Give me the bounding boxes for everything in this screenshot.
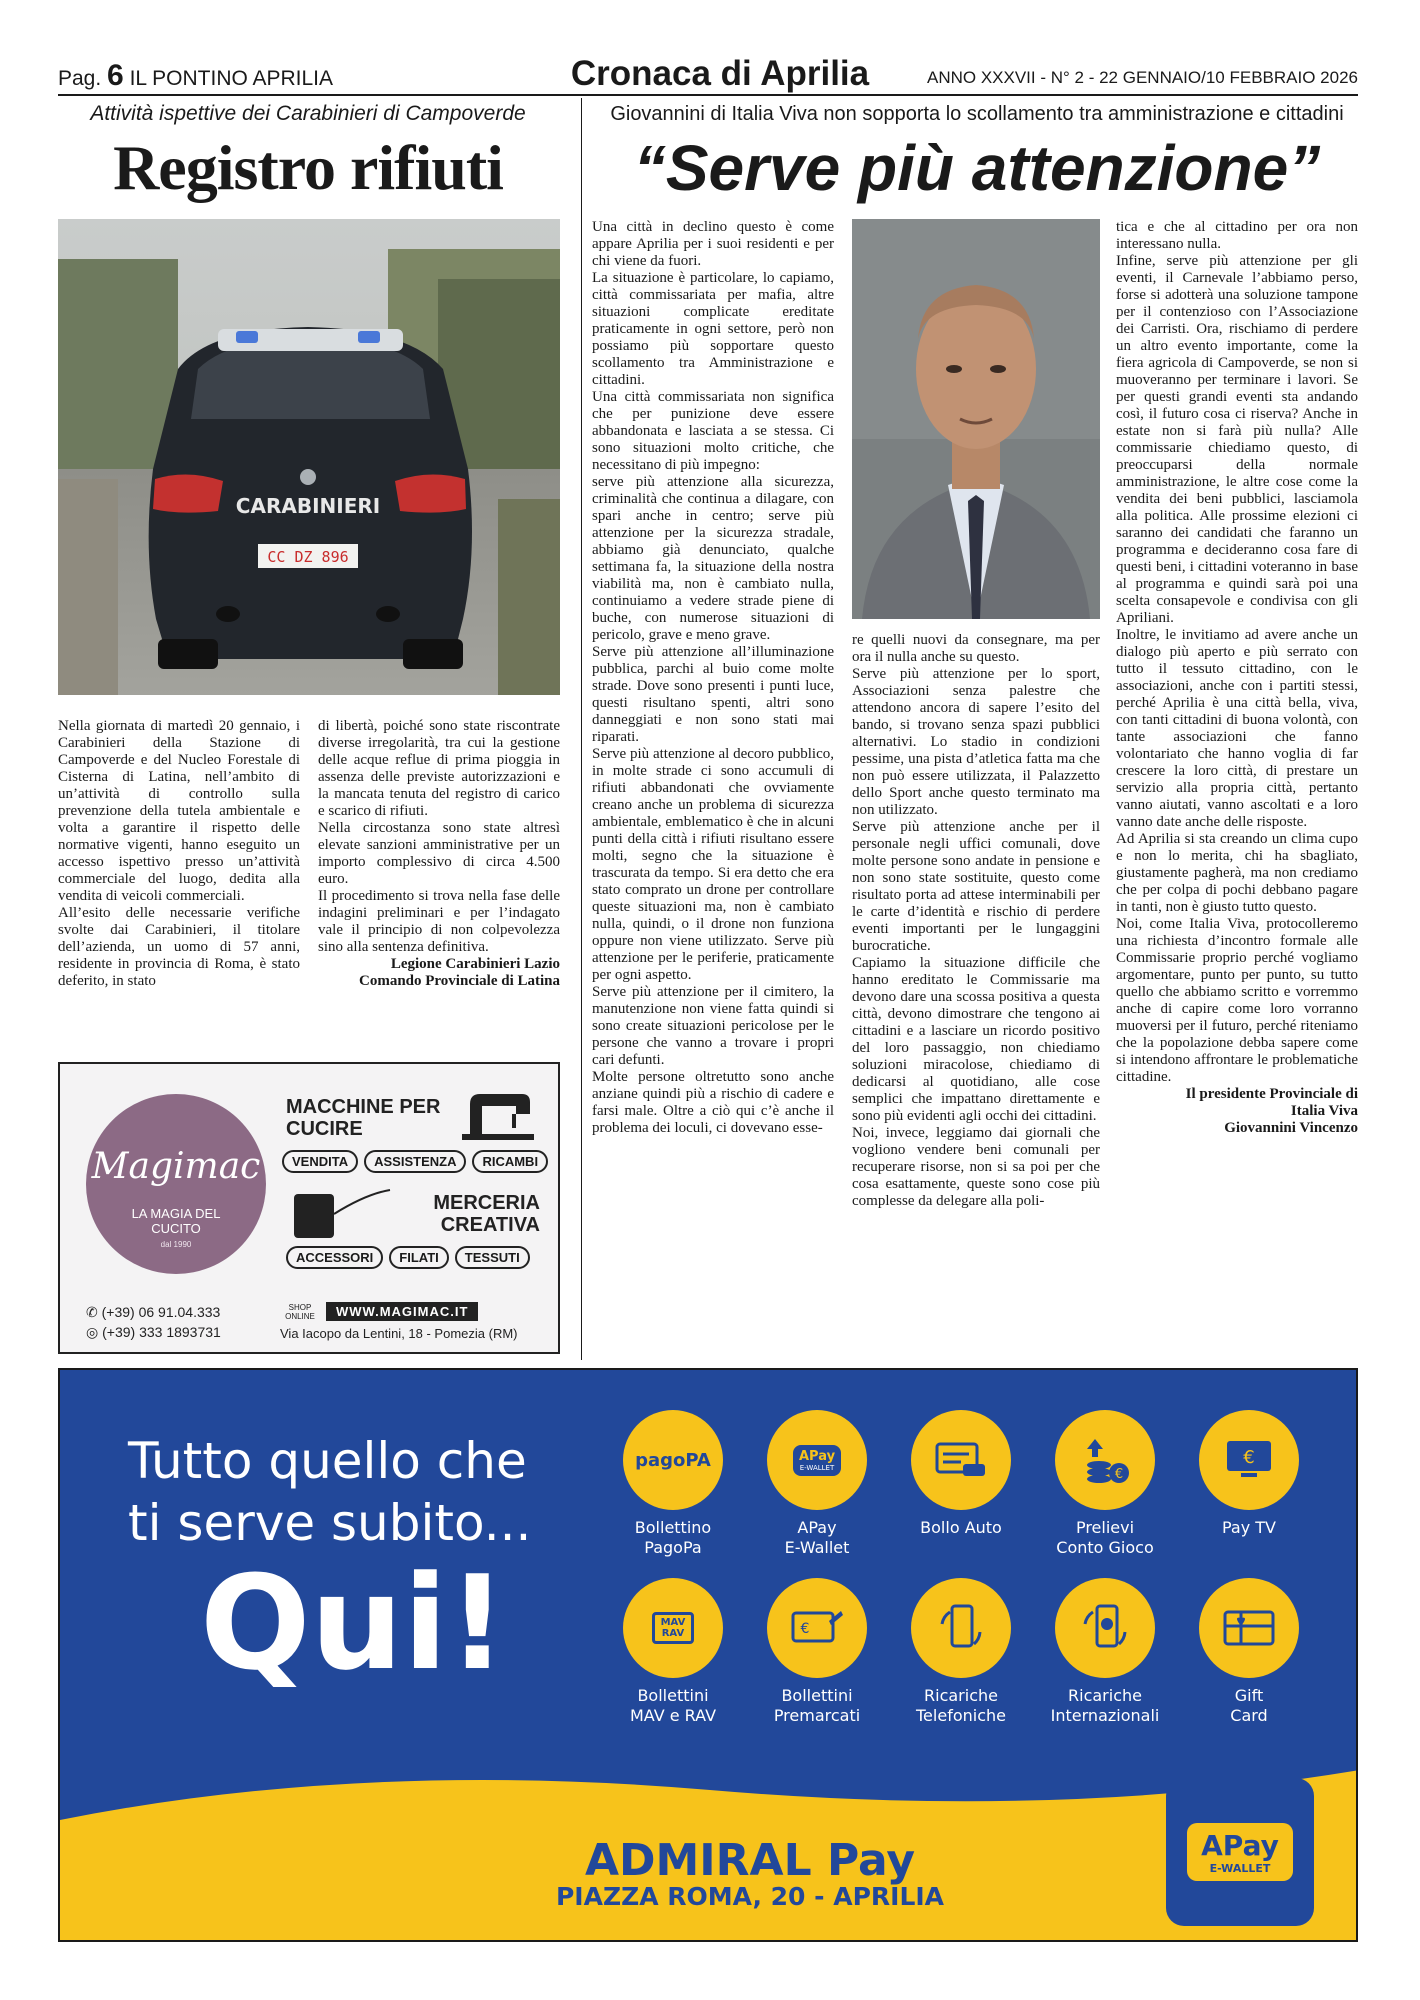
- pagopa-icon-text: pagoPA: [635, 1449, 711, 1471]
- admiral-qui: Qui!: [200, 1547, 507, 1699]
- pill-ricambi: RICAMBI: [472, 1150, 548, 1173]
- phone-icon: ✆: [86, 1304, 102, 1320]
- right-article-column-1: [592, 219, 834, 1359]
- service-bollettino-pagopa[interactable]: [600, 1410, 746, 1558]
- left-article-signature-line-1: Legione Carabinieri Lazio: [390, 956, 560, 972]
- apay-icon-text: APay: [798, 1448, 836, 1464]
- service-label: Bollo Auto: [920, 1518, 1002, 1537]
- magimac-services-row-2: [286, 1246, 530, 1269]
- right-article-signature-line-1: Il presidente Provinciale di: [1185, 1086, 1358, 1102]
- service-label: Bollettini MAV e RAV: [629, 1686, 717, 1725]
- car-tax-icon: [911, 1410, 1011, 1510]
- paragraph: Il procedimento si trova nella fase delle indagini preliminari e per l’indagato vale il principio di non colpevolezza sino alla sentenza definitiva.: [318, 888, 560, 955]
- magimac-brand: Magimac: [91, 1146, 261, 1187]
- magimac-website-bar: [280, 1302, 478, 1321]
- mav-icon-text: MAV: [660, 1617, 686, 1628]
- paragraph: La situazione è particolare, lo capiamo, città commissariata per mafia, altre situazioni complicate ereditate praticamente in ogni settore, però non possiamo più sopportare questo scollamento tra Amministrazione e cittadini.: [592, 270, 834, 388]
- paragraph: Serve più attenzione anche per il personale negli uffici comunali, dove molte persone sono andate in pensione e non sono state sostituite, questo come risultato porta ad attese interminabili per le carte d’identità e rischio di perdere eventi importanti per le lungaggini burocratiche.: [852, 819, 1100, 954]
- paragraph: Nella giornata di martedì 20 gennaio, i Carabinieri della Stazione di Campoverde e del Nucleo Forestale di Cisterna di Latina, nell’ambito di un’attività di controllo sulla prevenzione della tutela ambientale e volta a garantire il rispetto delle normative vigenti, hanno eseguito un accesso ispettivo presso un’attività commerciale del luogo, dedita alla vendita di veicoli commerciali.: [58, 718, 300, 904]
- magimac-heading-sewing-machines: MACCHINE PER CUCIRE: [286, 1096, 441, 1140]
- whatsapp-icon: ◎: [86, 1324, 103, 1340]
- apay-ewallet-badge: [1166, 1778, 1314, 1926]
- pill-filati: FILATI: [389, 1246, 448, 1269]
- service-label: Pay TV: [1221, 1518, 1276, 1537]
- page-header-left: [58, 60, 478, 95]
- magimac-since: dal 1990: [160, 1240, 192, 1249]
- sewing-machine-icon: [456, 1084, 540, 1144]
- service-label: Bollettino PagoPa: [634, 1518, 712, 1557]
- ewallet-icon-text: E-WALLET: [799, 1463, 835, 1472]
- service-ricariche-telefoniche[interactable]: [888, 1578, 1034, 1726]
- column-divider: [581, 98, 582, 1360]
- service-label: Ricariche Telefoniche: [916, 1686, 1006, 1725]
- right-article-title: “Serve più attenzione”: [633, 132, 1321, 204]
- paragraph: Molte persone oltretutto sono anche anziane quindi più a rischio di cadere e farsi male. Oltre a ciò qui c’è anche il problema dei loculi, ci dovevano esse-: [592, 1069, 834, 1136]
- pill-assistenza: ASSISTENZA: [364, 1150, 466, 1173]
- paragraph: Ad Aprilia si sta creando un clima cupo e non lo merita, chi ha sbagliato, giustamente pagherà, ma non crediamo che per colpa di pochi debbano pagare in tanti, non è giusto tutto questo.: [1116, 831, 1358, 915]
- right-article-column-3: [1116, 219, 1358, 1359]
- section-title: Cronaca di Aprilia: [570, 54, 870, 93]
- service-label: Ricariche Internazionali: [1050, 1686, 1160, 1725]
- admiral-pay-brand: ADMIRAL Pay: [584, 1835, 916, 1886]
- paragraph: re quelli nuovi da consegnare, ma per ora il nulla anche su questo.: [852, 632, 1100, 665]
- paragraph: Serve più attenzione per lo sport, Associazioni senza palestre che attendono ancora di sapere l’esito del bando, si trovano senza spazi pubblici alternativi. Lo stadio in condizioni pessime, una pista d’atletica fatta ma che non può essere utilizzata, il Palazzetto dello Sport anche questo terminato ma non utilizzato.: [852, 666, 1100, 818]
- phone-topup-icon: [911, 1578, 1011, 1678]
- svg-text:€: €: [800, 1621, 810, 1637]
- page-prefix: Pag.: [58, 67, 102, 90]
- paragraph: tica e che al cittadino per ora non interessano nulla.: [1116, 219, 1358, 252]
- paragraph: Noi, come Italia Viva, protocolleremo una richiesta d’incontro formale alle Commissarie proprio perché vogliamo argomentare, punto per punto, su tutto quello che abbiamo scritto e vorremmo anche di capire come loro vorranno muoversi per il futuro, perché riteniamo che la popolazione debba sapere come si intendono affrontare le problematiche cittadine.: [1116, 916, 1358, 1085]
- admiral-pay-address: PIAZZA ROMA, 20 - APRILIA: [555, 1882, 945, 1911]
- paragraph: Inoltre, le invitiamo ad avere anche un dialogo più aperto e più serrato con tutto il tessuto cittadino, con le associazioni, anche con i partiti stessi, perché Aprilia è una città bella, viva, con tanti cittadini di buona volontà, con tante associazioni che fanno volontariato che hanno voglia di far crescere la loro città, di prestare un servizio alla propria città, pertanto vanno aiutati, vanno ascoltati e a loro vanno date anche delle risposte.: [1116, 627, 1358, 830]
- magimac-whatsapp[interactable]: (+39) 333 1893731: [102, 1324, 221, 1340]
- page-number: 6: [107, 59, 124, 92]
- issue-info: ANNO XXXVII - N° 2 - 22 GENNAIO/10 FEBBRAIO 2026: [926, 68, 1358, 87]
- service-bollettini-premarcati[interactable]: [744, 1578, 890, 1726]
- admiral-tagline-line-2: ti serve subito...: [128, 1494, 532, 1552]
- magimac-website[interactable]: WWW.MAGIMAC.IT: [326, 1302, 478, 1321]
- service-label: Gift Card: [1230, 1686, 1268, 1725]
- service-label: Bollettini Premarcati: [773, 1686, 861, 1725]
- apay-wallet-icon: [767, 1410, 867, 1510]
- paragraph: Noi, invece, leggiamo dai giornali che vogliono vendere beni comunali per recuperare risorse, non si sa poi per che cosa esattamente, queste sono cose più complesse da delegare alla poli-: [852, 1125, 1100, 1209]
- car-label: CARABINIERI: [235, 494, 381, 518]
- magimac-logo: [86, 1094, 266, 1274]
- magimac-tagline: LA MAGIA DEL CUCITO: [131, 1206, 221, 1236]
- right-article-column-2: [852, 632, 1100, 1359]
- gift-card-icon: [1199, 1578, 1299, 1678]
- apay-badge-main: APay: [1201, 1829, 1279, 1862]
- svg-text:€: €: [1243, 1447, 1255, 1468]
- left-article-column-1: [58, 718, 300, 1036]
- magimac-address: Via Iacopo da Lentini, 18 - Pomezia (RM): [280, 1326, 518, 1341]
- paragraph: Nella circostanza sono state altresì elevate sanzioni amministrative per un importo complessivo di circa 4.500 euro.: [318, 820, 560, 887]
- left-article-column-2: [318, 718, 560, 1036]
- right-article-signature-line-2: Italia Viva: [1290, 1103, 1358, 1119]
- admiral-tagline-line-1: Tutto quello che: [128, 1432, 527, 1490]
- paragraph: Una città in declino questo è come appare Aprilia per i suoi residenti e per chi viene da fuori.: [592, 219, 834, 269]
- pagopa-icon: [623, 1410, 723, 1510]
- service-apay-ewallet[interactable]: [744, 1410, 890, 1558]
- admiral-tagline: [128, 1430, 568, 1554]
- service-pay-tv[interactable]: [1176, 1410, 1322, 1538]
- left-article-kicker: Attività ispettive dei Carabinieri di Campoverde: [90, 102, 526, 125]
- paragraph: Serve più attenzione al decoro pubblico, in molte strade ci sono accumuli di rifiuti abbandonati che ovviamente creano anche un problema di sicurezza ambientale, emblematico è che in alcuni punti della città i rifiuti risultano essere molti, segno che la situazione è trascurata da tempo. Si era detto che era stato comprato un drone per controllare queste situazioni ma, non è cambiato nulla, quindi, o il drone non funziona oppure non viene utilizzato. Serve più attenzione per le periferie, praticamente per ogni aspetto.: [592, 746, 834, 983]
- shop-online-label: SHOP ONLINE: [285, 1302, 315, 1321]
- magimac-advertisement[interactable]: [58, 1062, 560, 1354]
- service-gift-card[interactable]: [1176, 1578, 1322, 1726]
- paragraph: di libertà, poiché sono state riscontrate diverse irregolarità, tra cui la gestione delle acque reflue di prima pioggia in assenza delle previste autorizzazioni e la mancata tenuta del registro di carico e scarico di rifiuti.: [318, 718, 560, 819]
- paragraph: serve più attenzione alla sicurezza, criminalità che continua a dilagare, con spari anche in centro; serve più attenzione per la sicurezza stradale, abbiamo già denunciato, qualche settimana fa, la situazione della nostra viabilità ma, non è cambiato nulla, continuiamo a vedere strade piene di buche, con numerose situazioni di pericolo, grave e meno grave.: [592, 474, 834, 643]
- paragraph: Una città commissariata non significa che per punizione deve essere abbandonata e lasciata a se stessa. Ci sono situazioni molto critiche, che necessitano di più impegno:: [592, 389, 834, 473]
- paragraph: Serve più attenzione per il cimitero, la manutenzione non viene fatta quindi si sono create situazioni pericolose per le persone che vanno a trovare i propri cari defunti.: [592, 984, 834, 1068]
- right-article-kicker: Giovannini di Italia Viva non sopporta lo scollamento tra amministrazione e cittadini: [610, 103, 1344, 125]
- service-prelievi-conto-gioco[interactable]: [1032, 1410, 1178, 1558]
- service-bollo-auto[interactable]: [888, 1410, 1034, 1538]
- coins-withdraw-icon: [1055, 1410, 1155, 1510]
- paragraph: Serve più attenzione all’illuminazione pubblica, parchi al buio come molte strade. Dove sono presenti i punti luce, questi risultano spenti, altri sono danneggiati e non sono stati mai riparati.: [592, 644, 834, 745]
- header-divider: [58, 94, 1358, 96]
- thread-spool-icon: [286, 1184, 396, 1244]
- rav-icon-text: RAV: [661, 1628, 685, 1639]
- paragraph: Capiamo la situazione difficile che hanno ereditato le Commissarie ma devono dare una scossa positiva a questa città, devono dimostrare che tengono ai cittadini e a lasciare un ricordo positivo del loro passaggio, non chiediamo soluzioni miracolose, chiediamo di dedicarsi al quotidiano, alle cose semplici che impattano direttamente e sono più evidenti agli occhi dei cittadini.: [852, 955, 1100, 1124]
- left-article-title: Registro rifiuti: [113, 132, 503, 203]
- service-ricariche-internazionali[interactable]: [1032, 1578, 1178, 1726]
- admiral-pay-advertisement[interactable]: [58, 1368, 1358, 1942]
- paragraph: All’esito delle necessarie verifiche svolte dai Carabinieri, il titolare dell’azienda, un uomo di 57 anni, residente in provincia di Roma, è stato deferito, in stato: [58, 905, 300, 989]
- magimac-services-row-1: [282, 1150, 548, 1173]
- apay-badge-sub: E-WALLET: [1209, 1862, 1271, 1875]
- magimac-heading-merceria: MERCERIA CREATIVA: [433, 1192, 540, 1236]
- magimac-contacts: [86, 1302, 221, 1342]
- svg-text:€: €: [1114, 1467, 1124, 1482]
- license-plate: CC DZ 896: [267, 548, 349, 566]
- pill-tessuti: TESSUTI: [455, 1246, 530, 1269]
- right-article-signature-line-3: Giovannini Vincenzo: [1224, 1120, 1358, 1136]
- international-topup-icon: [1055, 1578, 1155, 1678]
- premarked-slip-icon: [767, 1578, 867, 1678]
- service-label: APay E-Wallet: [784, 1518, 850, 1557]
- pill-accessori: ACCESSORI: [286, 1246, 383, 1269]
- carabinieri-car-photo: [58, 219, 560, 695]
- pill-vendita: VENDITA: [282, 1150, 358, 1173]
- publication-name: IL PONTINO APRILIA: [129, 67, 334, 90]
- portrait-photo: [852, 219, 1100, 619]
- service-bollettini-mav-rav[interactable]: [600, 1578, 746, 1726]
- service-label: Prelievi Conto Gioco: [1056, 1518, 1154, 1557]
- mav-rav-icon: [623, 1578, 723, 1678]
- magimac-phone[interactable]: (+39) 06 91.04.333: [101, 1304, 221, 1320]
- left-article-signature-line-2: Comando Provinciale di Latina: [359, 973, 560, 989]
- paragraph: Infine, serve più attenzione per gli eventi, il Carnevale l’abbiamo perso, forse si adotterà una soluzione tampone per il contenzioso con l’Associazione dei Carristi. Ora, rischiamo di perdere un altro evento importante, come la fiera agricola di Campoverde, se non si muoveranno per terminare i lavori. Se per questi grandi eventi sta andando così, il futuro cosa ci riserva? Anche in estate non si farà più nulla? Alle commissarie chiediamo questo, di preoccuparsi della normale amministrazione, le altre cose come la vendita dei beni pubblici, lasciamola alla politica. Alle prossime elezioni ci saranno dei candidati che faranno un programma e decideranno cosa fare di questi beni, i cittadini voteranno in base al programma e quindi sarà poi una scelta consapevole e condivisa con gli Apriliani.: [1116, 253, 1358, 626]
- tv-euro-icon: [1199, 1410, 1299, 1510]
